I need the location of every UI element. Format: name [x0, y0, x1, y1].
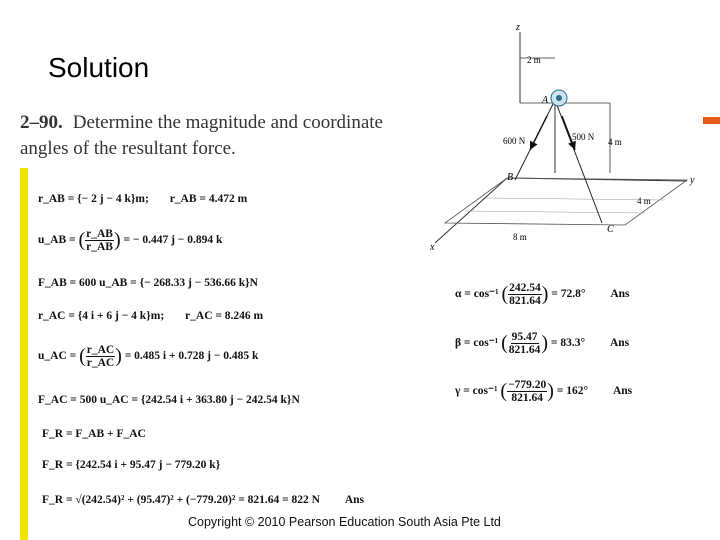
- eq-beta: β = cos⁻¹ ( $\frac{95.47}{821.64}$ ) = 83.3° Ans: [455, 331, 630, 356]
- accent-marker: [703, 117, 720, 124]
- eq-gamma: γ = cos⁻¹ ( $\frac{-779.20}{821.64}$ ) = 162° Ans: [455, 379, 633, 404]
- eq-fr-vector: F_R = {242.54 i + 95.47 j − 779.20 k}: [42, 459, 221, 471]
- eq-fr-magnitude: F_R = √(242.54)² + (95.47)² + (−779.20)² = 821.64 = 822 N Ans: [42, 494, 365, 506]
- cable-ac: [555, 100, 602, 223]
- eq-alpha: α = cos⁻¹ ( $\frac{242.54}{821.64}$ ) = 72.8° Ans: [455, 282, 630, 307]
- problem-text: Determine the magnitude and coordinate angles of the resultant force.: [20, 112, 383, 159]
- copyright-footer: Copyright © 2010 Pearson Education South Asia Pte Ltd: [188, 515, 501, 529]
- label-600n: 600 N: [503, 136, 526, 146]
- label-b: B: [507, 172, 514, 183]
- label-4m-side: 4 m: [637, 196, 651, 206]
- label-z: z: [516, 22, 520, 33]
- force-arrow-600: [530, 116, 547, 150]
- problem-statement: [20, 110, 410, 162]
- label-8m: 8 m: [513, 232, 527, 242]
- eq-r-ac: r_AC = {4 i + 6 j − 4 k}m; r_AC = 8.246 m: [38, 310, 264, 322]
- eq-u-ab: u_AB = ( $\frac{r\_AB}{r\_AB}$ ) = − 0.447 j − 0.894 k: [38, 228, 223, 253]
- label-4m-height: 4 m: [608, 137, 622, 147]
- label-y: y: [690, 175, 695, 186]
- eq-f-ab: F_AB = 600 u_AB = {− 268.33 j − 536.66 k}N: [38, 277, 258, 289]
- slide-title: Solution: [48, 52, 150, 83]
- label-500n: 500 N: [572, 132, 595, 142]
- eq-f-ac: F_AC = 500 u_AC = {242.54 i + 363.80 j − 242.54 k}N: [38, 394, 300, 406]
- side-bar: [20, 168, 28, 540]
- x-axis-line: [435, 178, 507, 243]
- problem-number: 2–90.: [20, 112, 63, 133]
- label-x: x: [430, 242, 435, 253]
- label-2m: 2 m: [527, 55, 541, 65]
- eq-u-ac: u_AC = ( $\frac{r\_AC}{r\_AC}$ ) = 0.485 i + 0.728 j − 0.485 k: [38, 344, 259, 369]
- eq-fr-sum: F_R = F_AB + F_AC: [42, 428, 146, 440]
- label-c: C: [607, 224, 614, 235]
- label-a: A: [542, 95, 549, 106]
- force-diagram: [425, 18, 705, 253]
- eq-r-ab: r_AB = {− 2 j − 4 k}m; r_AB = 4.472 m: [38, 193, 248, 205]
